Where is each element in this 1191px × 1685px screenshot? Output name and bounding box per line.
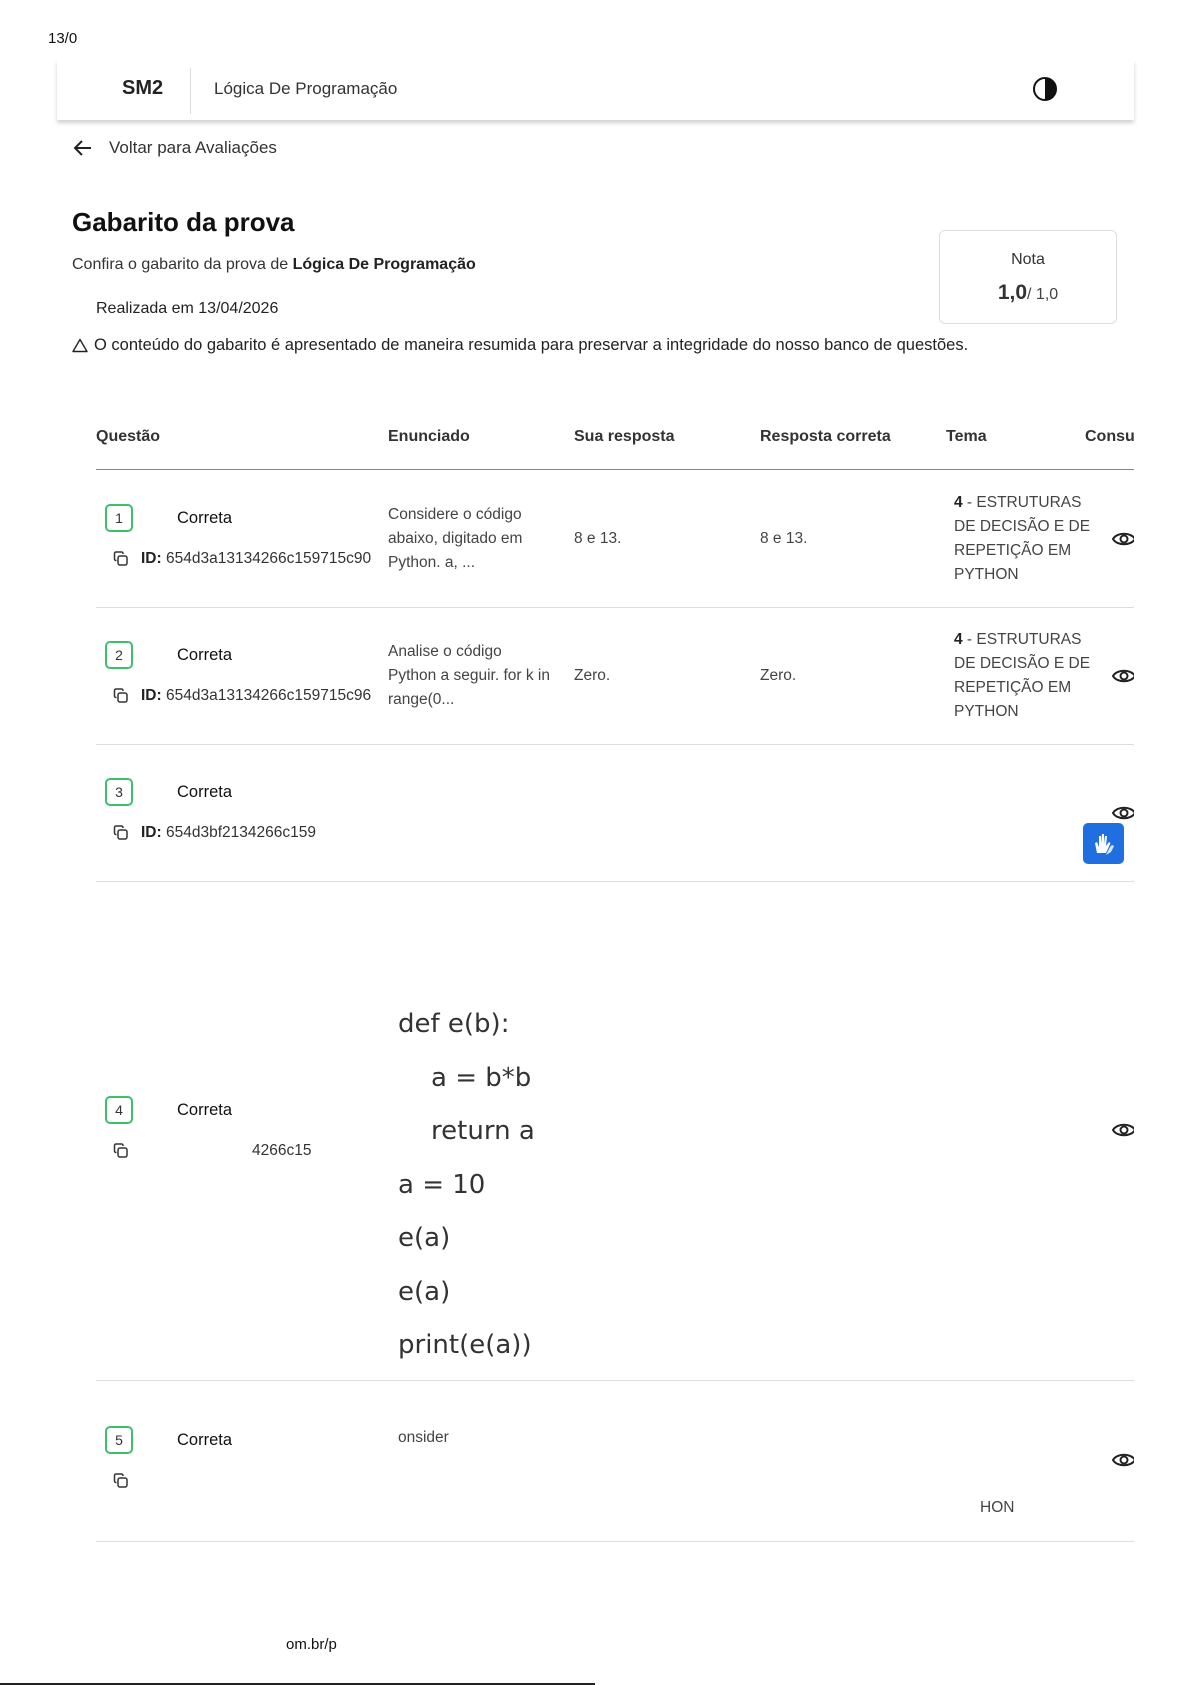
question-number-badge: 5: [105, 1426, 133, 1454]
row-divider: [96, 1541, 1134, 1542]
code-line: e(a): [398, 1223, 451, 1253]
back-to-evaluations-link[interactable]: [73, 138, 277, 158]
tema-number: 4: [954, 631, 963, 648]
warning-text: O conteúdo do gabarito é apresentado de maneira resumida para preservar a integridade do nosso banco de questões.: [94, 336, 969, 354]
question-id-label: ID:: [141, 824, 162, 841]
code-line: return a: [398, 1116, 535, 1146]
question-number-badge: 1: [105, 504, 133, 532]
question-id: [141, 824, 316, 842]
arrow-left-icon: [73, 138, 93, 158]
warning-triangle-icon: [72, 338, 88, 353]
tema-text: - ESTRUTURAS: [962, 631, 1082, 648]
question-status: Correta: [177, 1431, 233, 1449]
copy-icon[interactable]: [112, 550, 130, 568]
eye-icon[interactable]: [1111, 666, 1134, 686]
course-title: Lógica De Programação: [214, 79, 398, 98]
col-header-enunciado: Enunciado: [388, 428, 470, 445]
code-line: print(e(a)): [398, 1330, 532, 1360]
copy-icon[interactable]: [112, 1142, 130, 1160]
code-line: def e(b):: [398, 1009, 510, 1039]
grade-score: 1,0: [997, 281, 1028, 304]
enunciado-line: Python. a, ...: [388, 554, 476, 571]
subtitle-prefix: Confira o gabarito da prova de: [72, 256, 293, 273]
tema-line: [954, 628, 1094, 652]
enunciado-line: Considere o código: [388, 506, 522, 523]
answers-table: [96, 400, 1134, 1550]
tema-text: - ESTRUTURAS: [962, 494, 1082, 511]
page-corner-label: 13/0: [48, 30, 78, 47]
question-id: [141, 687, 371, 705]
question-id-label: ID:: [141, 687, 162, 704]
header-divider-line: [96, 469, 1134, 470]
tema-line: DE DECISÃO E DE: [954, 518, 1091, 535]
question-id: [141, 550, 371, 568]
row-divider: [96, 1380, 1134, 1381]
grade-value: [940, 281, 1116, 305]
question-id-value: 654d3bf2134266c159: [165, 824, 316, 841]
tema-fragment: HON: [980, 1499, 1015, 1516]
row-divider: [96, 607, 1134, 608]
eye-icon[interactable]: [1111, 1120, 1134, 1140]
grade-card: [939, 230, 1117, 324]
hands-icon: [1091, 831, 1117, 857]
col-header-tema: Tema: [946, 428, 987, 445]
enunciado-fragment: onsider: [398, 1429, 449, 1446]
row-divider: [96, 881, 1134, 882]
tema-cell: [954, 491, 1094, 587]
row-divider: [96, 744, 1134, 745]
grade-label: Nota: [1011, 251, 1045, 268]
question-status: Correta: [177, 1101, 233, 1119]
footer-url: om.br/p: [286, 1636, 337, 1653]
tema-number: 4: [954, 494, 963, 511]
sign-language-accessibility-button[interactable]: [1083, 823, 1124, 864]
question-status: Correta: [177, 646, 233, 664]
copy-icon[interactable]: [112, 1472, 130, 1490]
question-number-badge: 4: [105, 1096, 133, 1124]
contrast-icon[interactable]: [1032, 76, 1058, 102]
enunciado-line: abaixo, digitado em: [388, 530, 523, 547]
code-line: e(a): [398, 1276, 451, 1307]
col-header-consulta: Consu: [1085, 428, 1135, 445]
col-header-sua-resposta: Sua resposta: [574, 428, 675, 445]
question-status: Correta: [177, 509, 233, 527]
subtitle-course: Lógica De Programação: [292, 256, 476, 273]
question-code-image: [398, 998, 535, 1373]
grade-max: / 1,0: [1027, 286, 1059, 303]
question-id-fragment: 4266c15: [252, 1142, 312, 1159]
eye-icon[interactable]: [1111, 803, 1134, 823]
brand-logo[interactable]: SM2: [122, 77, 164, 99]
sua-resposta-cell: 8 e 13.: [574, 530, 622, 547]
question-number-badge: 3: [105, 778, 133, 806]
eye-icon[interactable]: [1111, 529, 1134, 549]
question-id-label: ID:: [141, 550, 162, 567]
tema-line: DE DECISÃO E DE: [954, 655, 1091, 672]
sua-resposta-cell: Zero.: [574, 667, 611, 684]
eye-icon[interactable]: [1111, 1450, 1134, 1470]
enunciado-cell: [388, 503, 568, 575]
tema-line: REPETIÇÃO EM: [954, 679, 1072, 696]
exam-date: Realizada em 13/04/2026: [96, 300, 279, 317]
enunciado-line: Python a seguir. for k in: [388, 667, 550, 684]
tema-line: REPETIÇÃO EM: [954, 542, 1072, 559]
page-subtitle: [72, 256, 476, 274]
col-header-resposta-correta: Resposta correta: [760, 428, 891, 445]
enunciado-line: range(0...: [388, 691, 455, 708]
page-title: Gabarito da prova: [72, 207, 295, 237]
warning-notice: [72, 336, 968, 355]
code-line: a = b*b: [398, 1062, 532, 1093]
enunciado-cell: [388, 640, 570, 712]
question-status: Correta: [177, 783, 233, 801]
back-link-label: Voltar para Avaliações: [109, 138, 277, 157]
copy-icon[interactable]: [112, 824, 130, 842]
header-divider: [190, 68, 191, 114]
enunciado-line: Analise o código: [388, 643, 502, 660]
question-id-value: 654d3a13134266c159715c90: [165, 550, 372, 567]
tema-line: PYTHON: [954, 566, 1019, 583]
question-id-value: 654d3a13134266c159715c96: [165, 687, 372, 704]
top-header: [57, 60, 1134, 120]
resposta-correta-cell: Zero.: [760, 667, 797, 684]
copy-icon[interactable]: [112, 687, 130, 705]
tema-line: PYTHON: [954, 703, 1019, 720]
col-header-questao: Questão: [96, 428, 161, 445]
tema-cell: [954, 628, 1094, 724]
code-line: a = 10: [398, 1169, 486, 1200]
tema-line: [954, 491, 1094, 515]
question-number-badge: 2: [105, 641, 133, 669]
resposta-correta-cell: 8 e 13.: [760, 530, 808, 547]
